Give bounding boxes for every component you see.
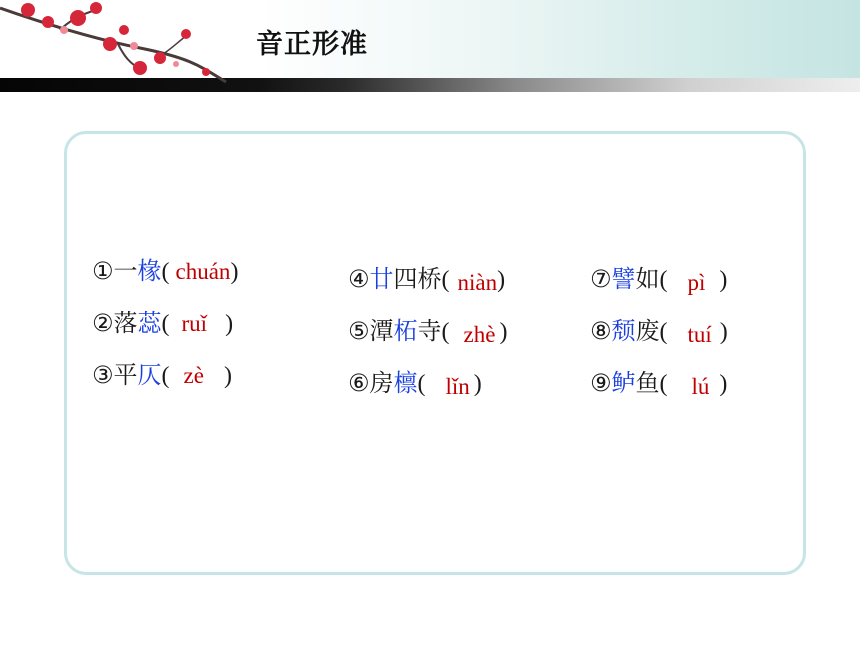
item-text: 废 — [635, 317, 660, 345]
item-text: 鱼 — [635, 369, 660, 397]
close-paren: ) — [230, 259, 239, 285]
content-box — [64, 131, 806, 575]
pinyin: niàn — [457, 270, 498, 295]
item-number: ④ — [348, 265, 370, 293]
close-paren: ) — [225, 311, 234, 337]
close-paren: ) — [719, 319, 728, 345]
pinyin: lǐn — [445, 374, 470, 399]
pinyin: tuí — [687, 322, 712, 347]
close-paren: ) — [719, 267, 728, 293]
pinyin: zè — [183, 363, 204, 388]
list-item — [348, 368, 482, 399]
highlighted-character: 颓 — [611, 317, 636, 345]
item-text: 如 — [635, 265, 660, 293]
pinyin: pì — [687, 270, 706, 295]
open-paren: ( — [659, 371, 668, 397]
open-paren: ( — [659, 319, 668, 345]
pinyin: ruǐ — [181, 311, 208, 336]
list-item — [590, 316, 728, 347]
list-item — [348, 264, 505, 295]
highlighted-character: 柘 — [393, 317, 418, 345]
highlighted-character: 檩 — [393, 369, 418, 397]
highlighted-character: 譬 — [611, 265, 636, 293]
item-text: 寺 — [417, 317, 442, 345]
item-text: 房 — [369, 369, 394, 397]
open-paren: ( — [441, 267, 450, 293]
item-text: 落 — [113, 309, 138, 337]
open-paren: ( — [161, 311, 170, 337]
list-item — [92, 308, 233, 339]
item-text: 一 — [113, 257, 138, 285]
item-text: 四桥 — [393, 265, 442, 293]
highlighted-character: 蕊 — [137, 309, 162, 337]
close-paren: ) — [473, 371, 482, 397]
item-number: ⑤ — [348, 317, 370, 345]
list-item — [92, 360, 232, 391]
item-number: ⑦ — [590, 265, 612, 293]
pinyin: chuán — [175, 259, 231, 284]
highlighted-character: 鲈 — [611, 369, 636, 397]
close-paren: ) — [499, 319, 508, 345]
list-item — [92, 256, 238, 287]
item-number: ① — [92, 257, 114, 285]
item-number: ⑧ — [590, 317, 612, 345]
list-item — [590, 368, 727, 399]
close-paren: ) — [223, 363, 232, 389]
open-paren: ( — [417, 371, 426, 397]
item-number: ③ — [92, 361, 114, 389]
open-paren: ( — [659, 267, 668, 293]
open-paren: ( — [161, 259, 170, 285]
item-number: ② — [92, 309, 114, 337]
open-paren: ( — [161, 363, 170, 389]
item-text: 平 — [113, 361, 138, 389]
close-paren: ) — [497, 267, 506, 293]
slide-title: 音正形准 — [256, 29, 368, 60]
list-item — [348, 316, 507, 347]
item-text: 潭 — [369, 317, 394, 345]
highlighted-character: 椽 — [137, 257, 162, 285]
close-paren: ) — [719, 371, 728, 397]
item-number: ⑨ — [590, 369, 612, 397]
highlighted-character: 廿 — [369, 265, 394, 293]
highlighted-character: 仄 — [137, 361, 162, 389]
plum-blossom-branch-image — [0, 0, 250, 90]
list-item — [590, 264, 727, 295]
open-paren: ( — [441, 319, 450, 345]
pinyin: zhè — [463, 322, 496, 347]
item-number: ⑥ — [348, 369, 370, 397]
pinyin: lú — [691, 374, 710, 399]
